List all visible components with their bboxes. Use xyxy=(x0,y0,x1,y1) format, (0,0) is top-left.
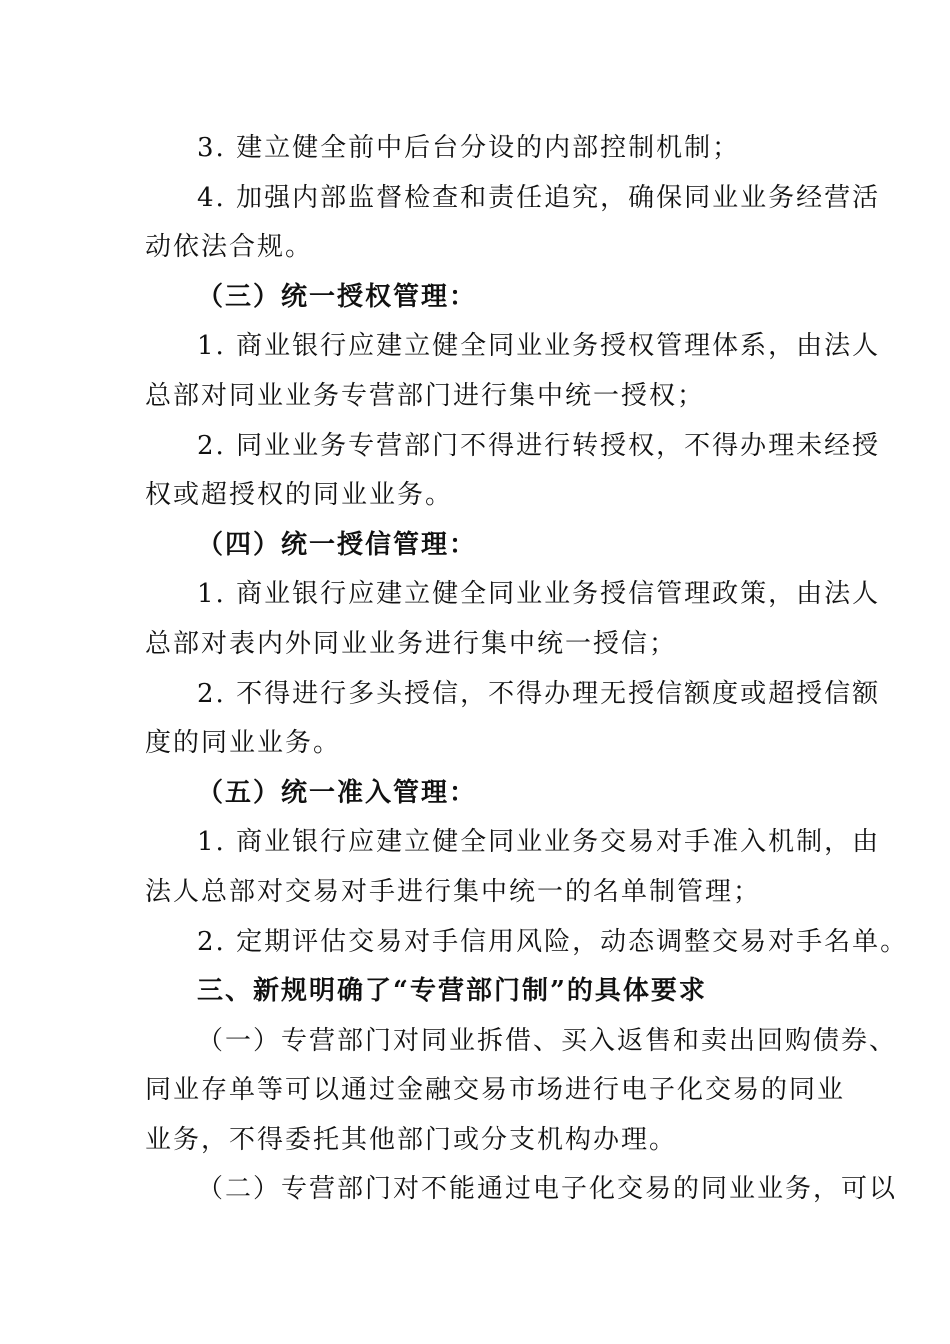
list-item-4: 4. 加强内部监督检查和责任追究，确保同业业务经营活 xyxy=(197,182,881,213)
auth-item-1: 1. 商业银行应建立健全同业业务授权管理体系，由法人 xyxy=(197,331,881,362)
credit-item-2-cont: 度的同业业务。 xyxy=(145,728,342,759)
section-3-para-2: （二）专营部门对不能通过电子化交易的同业业务，可以 xyxy=(197,1174,898,1205)
credit-item-2: 2. 不得进行多头授信，不得办理无授信额度或超授信额 xyxy=(197,678,881,709)
auth-item-2-cont: 权或超授权的同业业务。 xyxy=(145,480,454,511)
auth-item-1-cont: 总部对同业业务专营部门进行集中统一授权； xyxy=(145,380,706,411)
access-item-1-cont: 法人总部对交易对手进行集中统一的名单制管理； xyxy=(145,876,762,907)
list-item-3: 3. 建立健全前中后台分设的内部控制机制； xyxy=(197,133,741,163)
auth-item-2: 2. 同业业务专营部门不得进行转授权，不得办理未经授 xyxy=(197,430,881,461)
heading-authorization: （三）统一授权管理： xyxy=(197,281,478,312)
list-item-4-cont: 动依法合规。 xyxy=(145,232,314,263)
credit-item-1: 1. 商业银行应建立健全同业业务授信管理政策，由法人 xyxy=(197,579,881,610)
section-heading-3: 三、新规明确了“专营部门制”的具体要求 xyxy=(197,976,707,1007)
section-3-para-1-cont-b: 业务，不得委托其他部门或分支机构办理。 xyxy=(145,1124,678,1155)
heading-credit: （四）统一授信管理： xyxy=(197,529,478,560)
heading-access: （五）统一准入管理： xyxy=(197,777,478,808)
section-3-para-1: （一）专营部门对同业拆借、买入返售和卖出回购债券、 xyxy=(197,1025,898,1056)
credit-item-1-cont: 总部对表内外同业业务进行集中统一授信； xyxy=(145,628,678,659)
section-3-para-1-cont-a: 同业存单等可以通过金融交易市场进行电子化交易的同业 xyxy=(145,1075,846,1106)
document-body xyxy=(145,124,909,1215)
access-item-1: 1. 商业银行应建立健全同业业务交易对手准入机制，由 xyxy=(197,827,881,858)
access-item-2: 2. 定期评估交易对手信用风险，动态调整交易对手名单。 xyxy=(197,926,909,957)
